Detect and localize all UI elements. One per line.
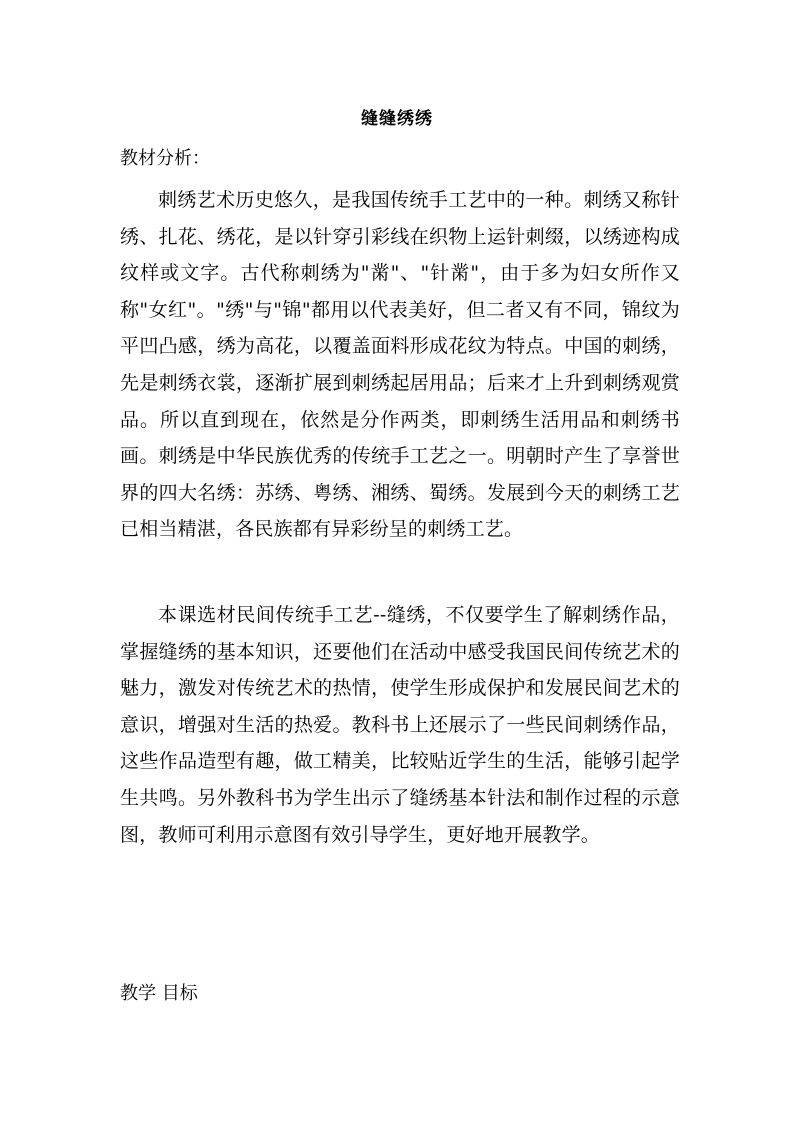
paragraph-lesson-overview: 本课选材民间传统手工艺--缝绣，不仅要学生了解刺绣作品，掌握缝绣的基本知识，还要他们在活动中感受我国民间传统艺术的魅力，激发对传统艺术的热情，使学生形成保护和发展民间艺术的意识，增强对生活的热爱。教科书上还展示了一些民间刺绣作品，这些作品造型有趣，做工精美，比较贴近学生的生活，能够引起学生共鸣。另外教科书为学生出示了缝绣基本针法和制作过程的示意图，教师可利用示意图有效引导学生，更好地开展教学。 [120, 604, 680, 846]
document-title: 缝缝绣绣 [361, 109, 433, 129]
section-heading-objectives: 教学 目标 [120, 983, 198, 1004]
section-heading-analysis: 教材分析： [120, 148, 210, 169]
paragraph-embroidery-history: 刺绣艺术历史悠久，是我国传统手工艺中的一种。刺绣又称针绣、扎花、绣花，是以针穿引彩线在织物上运针刺缀，以绣迹构成纹样或文字。古代称刺绣为"黹"、"针黹"，由于多为妇女所作又称"女红"。"绣"与"锦"都用以代表美好，但二者又有不同，锦纹为平凹凸感，绣为高花，以覆盖面料形成花纹为特点。中国的刺绣，先是刺绣衣裳，逐渐扩展到刺绣起居用品；后来才上升到刺绣观赏品。所以直到现在，依然是分作两类，即刺绣生活用品和刺绣书画。刺绣是中华民族优秀的传统手工艺之一。明朝时产生了享誉世界的四大名绣：苏绣、粤绣、湘绣、蜀绣。发展到今天的刺绣工艺已相当精湛，各民族都有异彩纷呈的刺绣工艺。 [120, 189, 680, 541]
